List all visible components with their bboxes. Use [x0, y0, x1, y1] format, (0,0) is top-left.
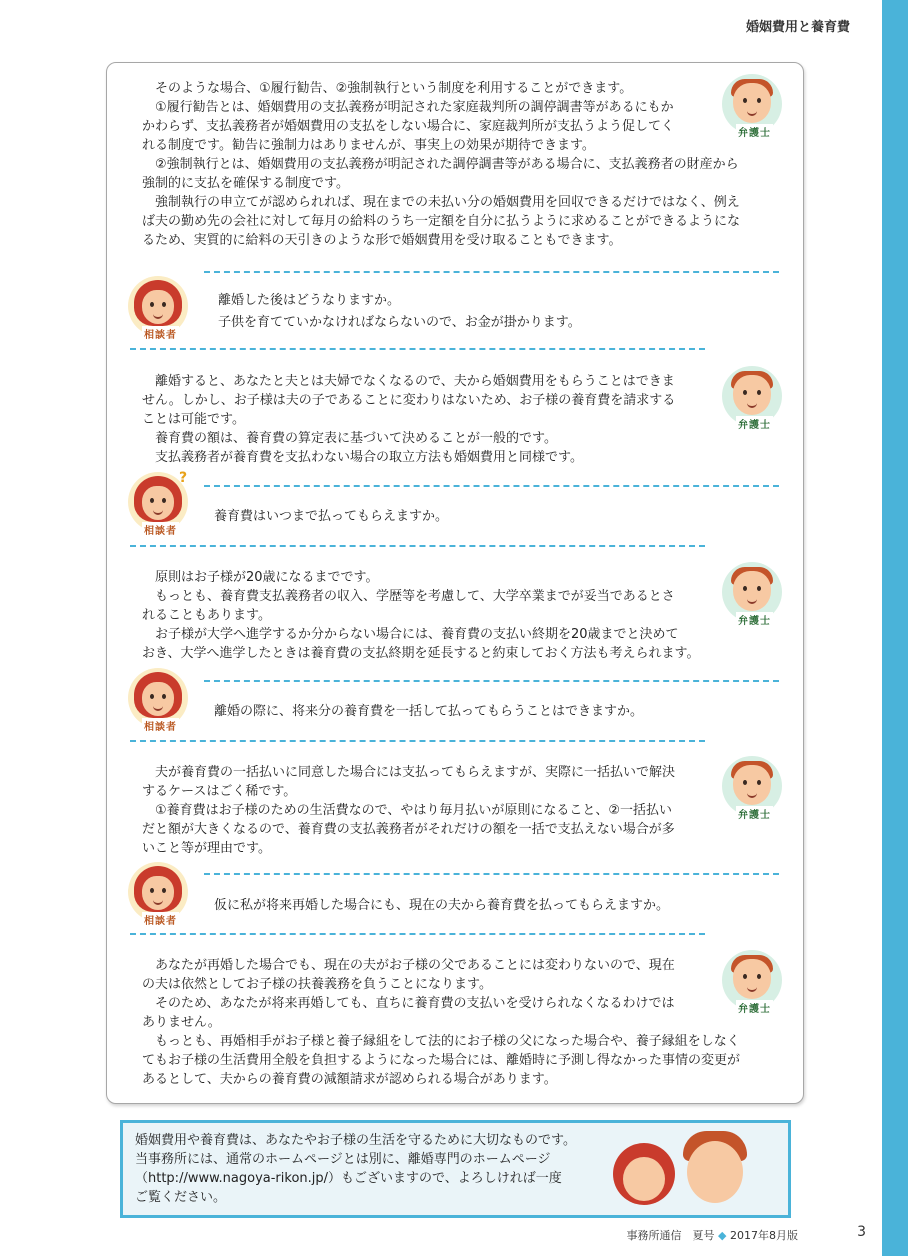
divider	[130, 545, 705, 547]
closing-note-text: 婚姻費用や養育費は、あなたやお子様の生活を守るために大切なものです。 当事務所には、通常のホームページとは別に、離婚専門のホームページ （http://www.nagoya-rikon.jp/）もございますので、よろしければ一度 ご覧ください。	[135, 1133, 576, 1205]
divider	[204, 873, 779, 875]
publication-info: 事務所通信 夏号 ◆ 2017年8月版	[626, 1229, 798, 1242]
closing-note-box	[120, 1120, 791, 1218]
question-mark-icon: ?	[179, 470, 188, 486]
right-edge-bar	[882, 0, 908, 1256]
client-question-3: 離婚の際に、将来分の養育費を一括して払ってもらうことはできますか。	[214, 704, 644, 719]
divider	[130, 740, 705, 742]
lawyer-avatar: 弁護士	[722, 562, 786, 628]
lawyer-avatar: 弁護士	[722, 756, 786, 822]
lawyer-answer-3: 原則はお子様が20歳になるまでです。 もっとも、養育費支払義務者の収入、学歴等を考慮して、大学卒業までが妥当であるとさ れることもあります。 お子様が大学へ進学するか分からない場合には、養育費の支払い終期を20歳までと決めて おき、大学へ進学したときは養育費の支払終期を延長すると約束しておく方法も考えられます。	[142, 570, 700, 661]
lawyer-answer-4: 夫が養育費の一括払いに同意した場合には支払ってもらえますが、実際に一括払いで解決 するケースはごく稀です。 ①養育費はお子様のための生活費なので、やはり毎月払いが原則になること、②一括払い だと額が大きくなるので、養育費の支払義務者がそれだけの額を一括で支払えない場合が多 いこと等が理由です。	[142, 765, 676, 856]
client-question-2: 養育費はいつまで払ってもらえますか。	[214, 509, 449, 524]
divider	[204, 485, 779, 487]
client-avatar: 相談者	[128, 276, 192, 342]
client-question-4: 仮に私が将来再婚した場合にも、現在の夫から養育費を払ってもらえますか。	[214, 898, 670, 913]
divider	[130, 348, 705, 350]
diamond-icon: ◆	[714, 1229, 730, 1242]
lawyer-answer-5: あなたが再婚した場合でも、現在の夫がお子様の父であることには変わりないので、現在 の夫は依然としてお子様の扶養義務を負うことになります。 そのため、あなたが将来再婚しても、直ちに養育費の支払いを受けられなくなるわけでは ありません。 もっとも、再婚相手がお子様と養子縁組をして法的にお子様の父になった場合や、養子縁組をしなく てもお子様の生活費用全般を負担するようになった場合には、離婚時に予測し得なかった事情の変更が あるとして、夫からの養育費の減額請求が認められる場合があります。	[142, 958, 741, 1087]
section-header-title: 婚姻費用と養育費	[745, 20, 850, 35]
couple-illustration	[613, 1129, 773, 1211]
lawyer-avatar: 弁護士	[722, 950, 786, 1016]
client-avatar: 相談者	[128, 862, 192, 928]
divider	[204, 271, 779, 273]
divider	[204, 680, 779, 682]
client-avatar: 相談者	[128, 472, 192, 538]
client-question-1: 離婚した後はどうなりますか。 子供を育てていかなければならないので、お金が掛かります。	[218, 293, 581, 330]
lawyer-avatar: 弁護士	[722, 366, 786, 432]
lawyer-answer-1: そのような場合、①履行勧告、②強制執行という制度を利用することができます。 ①履行勧告とは、婚姻費用の支払義務が明記された家庭裁判所の調停調書等があるにもか かわらず、支払義務者が婚姻費用の支払をしない場合に、家庭裁判所が支払うよう促してく れる制度です。勧告に強制力はありませんが、事実上の効果が期待できます。 ②強制執行とは、婚姻費用の支払義務が明記された調停調書等がある場合に、支払義務者の財産から 強制的に支払を確保する制度です。 強制執行の申立てが認められれば、現在までの未払い分の婚姻費用を回収できるだけではなく、例え ば夫の勤め先の会社に対して毎月の給料のうち一定額を自分に払うように求めることができるようにな るため、実質的に給料の天引きのような形で婚姻費用を受け取ることもできます。	[142, 81, 741, 248]
divider	[130, 933, 705, 935]
client-avatar: 相談者	[128, 668, 192, 734]
lawyer-avatar: 弁護士	[722, 74, 786, 140]
lawyer-answer-2: 離婚すると、あなたと夫とは夫婦でなくなるので、夫から婚姻費用をもらうことはできま せん。しかし、お子様は夫の子であることに変わりはないため、お子様の養育費を請求する ことは可能です。 養育費の額は、養育費の算定表に基づいて決めることが一般的です。 支払義務者が養育費を支払わない場合の取立方法も婚姻費用と同様です。	[142, 374, 676, 465]
page-number: 3	[857, 1224, 866, 1240]
